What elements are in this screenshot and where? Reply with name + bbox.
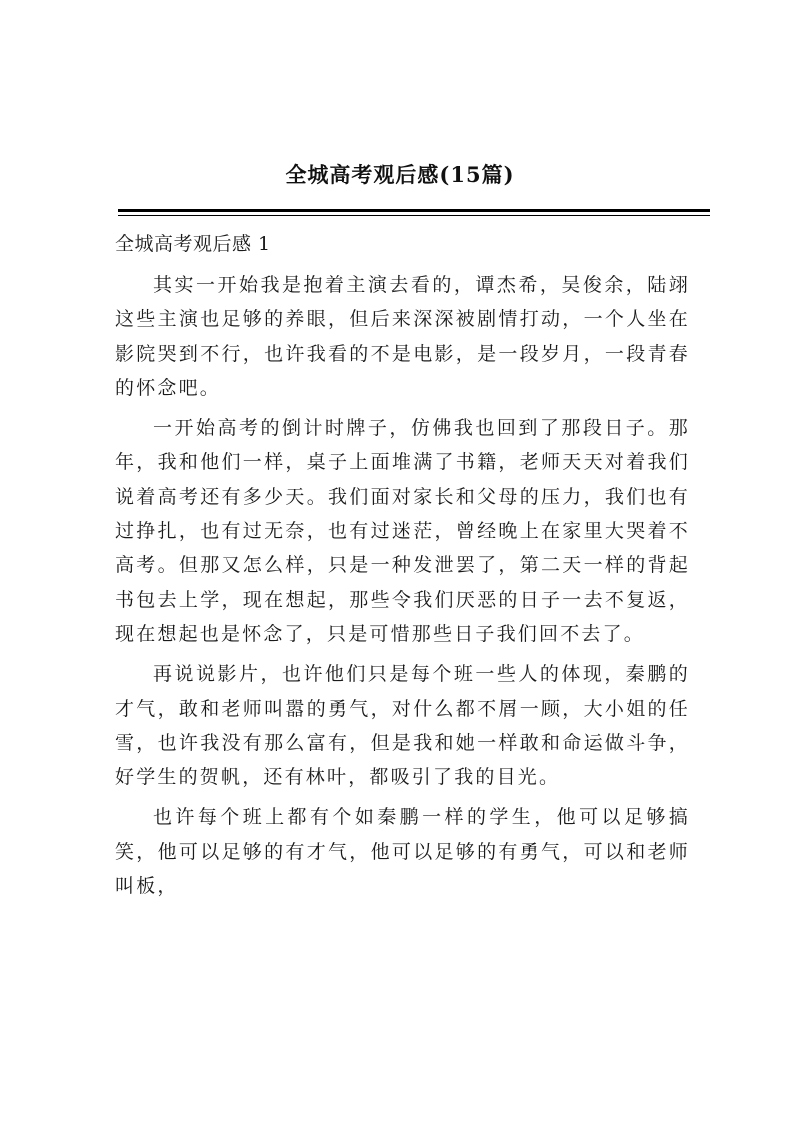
- body-text: [115, 268, 690, 909]
- section-heading: 全城高考观后感 1: [115, 233, 271, 255]
- document-title: 全城高考观后感(15篇): [285, 162, 515, 187]
- paragraph: 再说说影片，也许他们只是每个班一些人的体现，秦鹏的才气，敢和老师叫嚣的勇气，对什么都不屑一顾，大小姐的任雪，也许我没有那么富有，但是我和她一样敢和命运做斗争，好学生的贺帆，还有林叶，都吸引了我的目光。: [115, 663, 690, 789]
- paragraph: 一开始高考的倒计时牌子，仿佛我也回到了那段日子。那年，我和他们一样，桌子上面堆满了书籍，老师天天对着我们说着高考还有多少天。我们面对家长和父母的压力，我们也有过挣扎，也有过无奈，也有过迷茫，曾经晚上在家里大哭着不高考。但那又怎么样，只是一种发泄罢了，第二天一样的背起书包去上学，现在想起，那些令我们厌恶的日子一去不复返，现在想起也是怀念了，只是可惜那些日子我们回不去了。: [115, 417, 690, 645]
- paragraph: 其实一开始我是抱着主演去看的，谭杰希，吴俊余，陆翊这些主演也足够的养眼，但后来深深被剧情打动，一个人坐在影院哭到不行，也许我看的不是电影，是一段岁月，一段青春的怀念吧。: [115, 274, 690, 399]
- title-divider-thin: [118, 215, 710, 216]
- paragraph: 也许每个班上都有个如秦鹏一样的学生，他可以足够搞笑，他可以足够的有才气，他可以足够的有勇气，可以和老师叫板，: [115, 806, 690, 898]
- title-divider-thick: [118, 209, 710, 212]
